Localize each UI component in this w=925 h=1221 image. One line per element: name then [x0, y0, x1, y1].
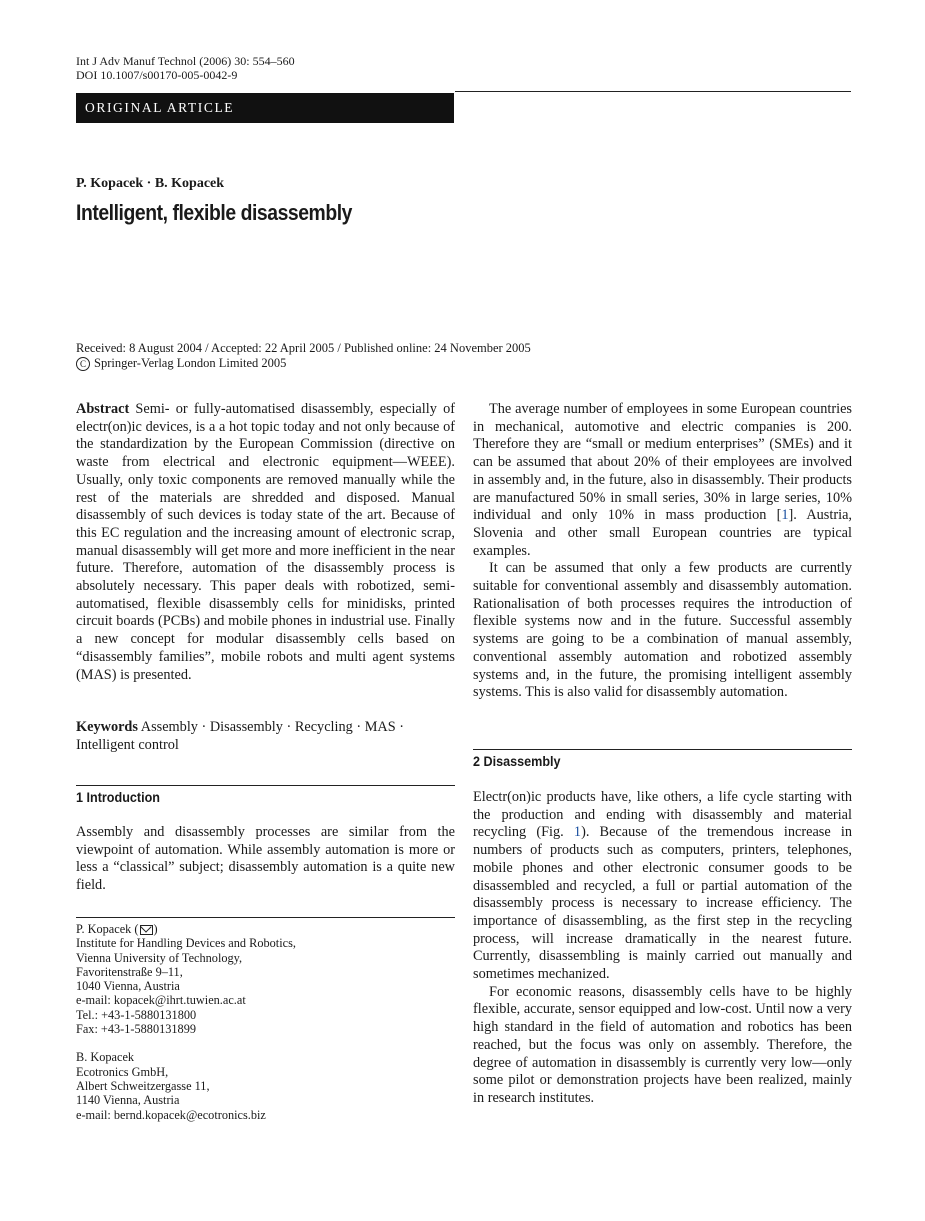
abstract — [76, 401, 455, 684]
citation-link[interactable]: 1 — [781, 507, 789, 524]
envelope-icon[interactable] — [140, 925, 153, 935]
keywords-label: Keywords — [76, 719, 138, 735]
author-2-name: B. Kopacek — [76, 1050, 135, 1065]
affil-line: 1040 Vienna, Austria — [76, 979, 180, 994]
keywords-text: Assembly · Disassembly · Recycling · MAS · Intelligent control — [76, 719, 405, 753]
copyright-icon: C — [76, 357, 90, 371]
copyright-line — [76, 356, 531, 371]
journal-header — [76, 54, 295, 82]
paragraph: For economic reasons, disassembly cells have to be highly flexible, accurate, sensor equipped and low-cost. Until now a very high standard in the field of automation and robotics has been reached, but the focus was only on assembly. Therefore, the degree of automation in disassembly is currently very low—only some pilot or demonstration projects have been realized, mainly in research institutes. — [473, 983, 852, 1106]
doi[interactable]: DOI 10.1007/s00170-005-0042-9 — [76, 68, 238, 82]
authors: P. Kopacek · B. Kopacek — [76, 176, 225, 191]
affiliations — [76, 922, 455, 1122]
affil-line: Vienna University of Technology, — [76, 950, 243, 965]
footnote-rule — [76, 917, 455, 918]
section-rule — [473, 749, 852, 750]
history-dates: Received: 8 August 2004 / Accepted: 22 April 2005 / Published online: 24 November 2005 — [76, 341, 531, 355]
figure-link[interactable]: 1 — [573, 824, 582, 841]
affil-line: Institute for Handling Devices and Robotics, — [76, 936, 296, 951]
abstract-text: Semi- or fully-automatised disassembly, especially of electr(on)ic devices, is a a hot topic today and not only because of the standardization by the European Commission (directive on waste from electrical and electronic equipment—WEEE). Usually, only toxic components are removed manually while the rest of the materials are shredded and disposed. Manual disassembly of such devices is today state of the art. Because of this EC regulation and the increasing amount of electronic scrap, manual disassembly will get more and more inefficient in the near future. Therefore, automation of the disassembly process is absolutely necessary. This paper deals with robotized, semi-automatised, flexible disassembly cells for minidisks, printed circuit boards (PCBs) and mobile phones in industrial use. Finally a new concept for modular disassembly cells based on “disassembly families”, mobile robots and multi agent systems (MAS) is presented. — [76, 401, 455, 683]
section-rule — [76, 785, 455, 786]
paragraph: Electr(on)ic products have, like others, a life cycle starting with the production and ending with disassembly and material recycling (Fig. 1). Because of the tremendous increase in numbers of products such as computers, printers, telephones, mobile phones and other electronic consumer goods to be disassembled and recycled, a full or partial automation of the disassembly process is necessary to increase efficiency. The importance of disassembling, as the first step in the recycling process, will increase dramatically in the nearest future. Currently, disassembling is mainly carried out manually and sometimes mechanized. — [473, 789, 852, 983]
affil-line: Favoritenstraße 9–11, — [76, 964, 183, 979]
publication-dates — [76, 341, 531, 371]
affil-line: Fax: +43-1-5880131899 — [76, 1022, 196, 1037]
disassembly-section — [473, 789, 852, 1108]
copyright-text: Springer-Verlag London Limited 2005 — [94, 356, 287, 370]
abstract-label: Abstract — [76, 401, 130, 417]
article-type-banner: ORIGINAL ARTICLE — [76, 93, 454, 123]
author-1-name: P. Kopacek ( ) — [76, 922, 158, 936]
journal-citation: Int J Adv Manuf Technol (2006) 30: 554–560 — [76, 54, 295, 68]
affil-line: 1140 Vienna, Austria — [76, 1093, 180, 1108]
paragraph: Assembly and disassembly processes are similar from the viewpoint of automation. While assembly automation is more or less a “classical” subject; disassembly automation is a quite new field. — [76, 824, 455, 894]
introduction-paragraph — [76, 824, 455, 895]
section-2-heading: 2 Disassembly — [473, 753, 561, 769]
affil-line: Ecotronics GmbH, — [76, 1064, 169, 1079]
right-column-top — [473, 401, 852, 702]
article-title: Intelligent, flexible disassembly — [76, 200, 352, 225]
header-rule — [455, 91, 851, 92]
keywords-block — [76, 719, 416, 754]
section-1-heading: 1 Introduction — [76, 789, 160, 805]
affil-line: Tel.: +43-1-5880131800 — [76, 1007, 197, 1022]
paragraph: The average number of employees in some European countries in mechanical, automotive and electric companies is 200. Therefore they are “small or medium enterprises” (SMEs) and it can be assumed that about 20% of their employees are involved in assembly and, in the future, also in disassembly. Their products are manufactured 50% in small series, 30% in large series, 10% individual and only 10% in mass production [1]. Austria, Slovenia and other small European countries are typical examples. — [473, 401, 852, 559]
affil-line: Albert Schweitzergasse 11, — [76, 1078, 210, 1093]
email-link[interactable]: e-mail: kopacek@ihrt.tuwien.ac.at — [76, 993, 246, 1008]
email-link[interactable]: e-mail: bernd.kopacek@ecotronics.biz — [76, 1107, 266, 1122]
abstract-block — [76, 401, 455, 684]
paragraph: It can be assumed that only a few products are currently suitable for conventional assembly and disassembly automation. Rationalisation of both processes requires the introduction of flexible systems now and in the future. Successful assembly systems are going to be a combination of manual assembly, conventional assembly automation and robotized assembly systems and, in the future, the promising intelligent assembly systems. This is also valid for disassembly automation. — [473, 560, 852, 701]
